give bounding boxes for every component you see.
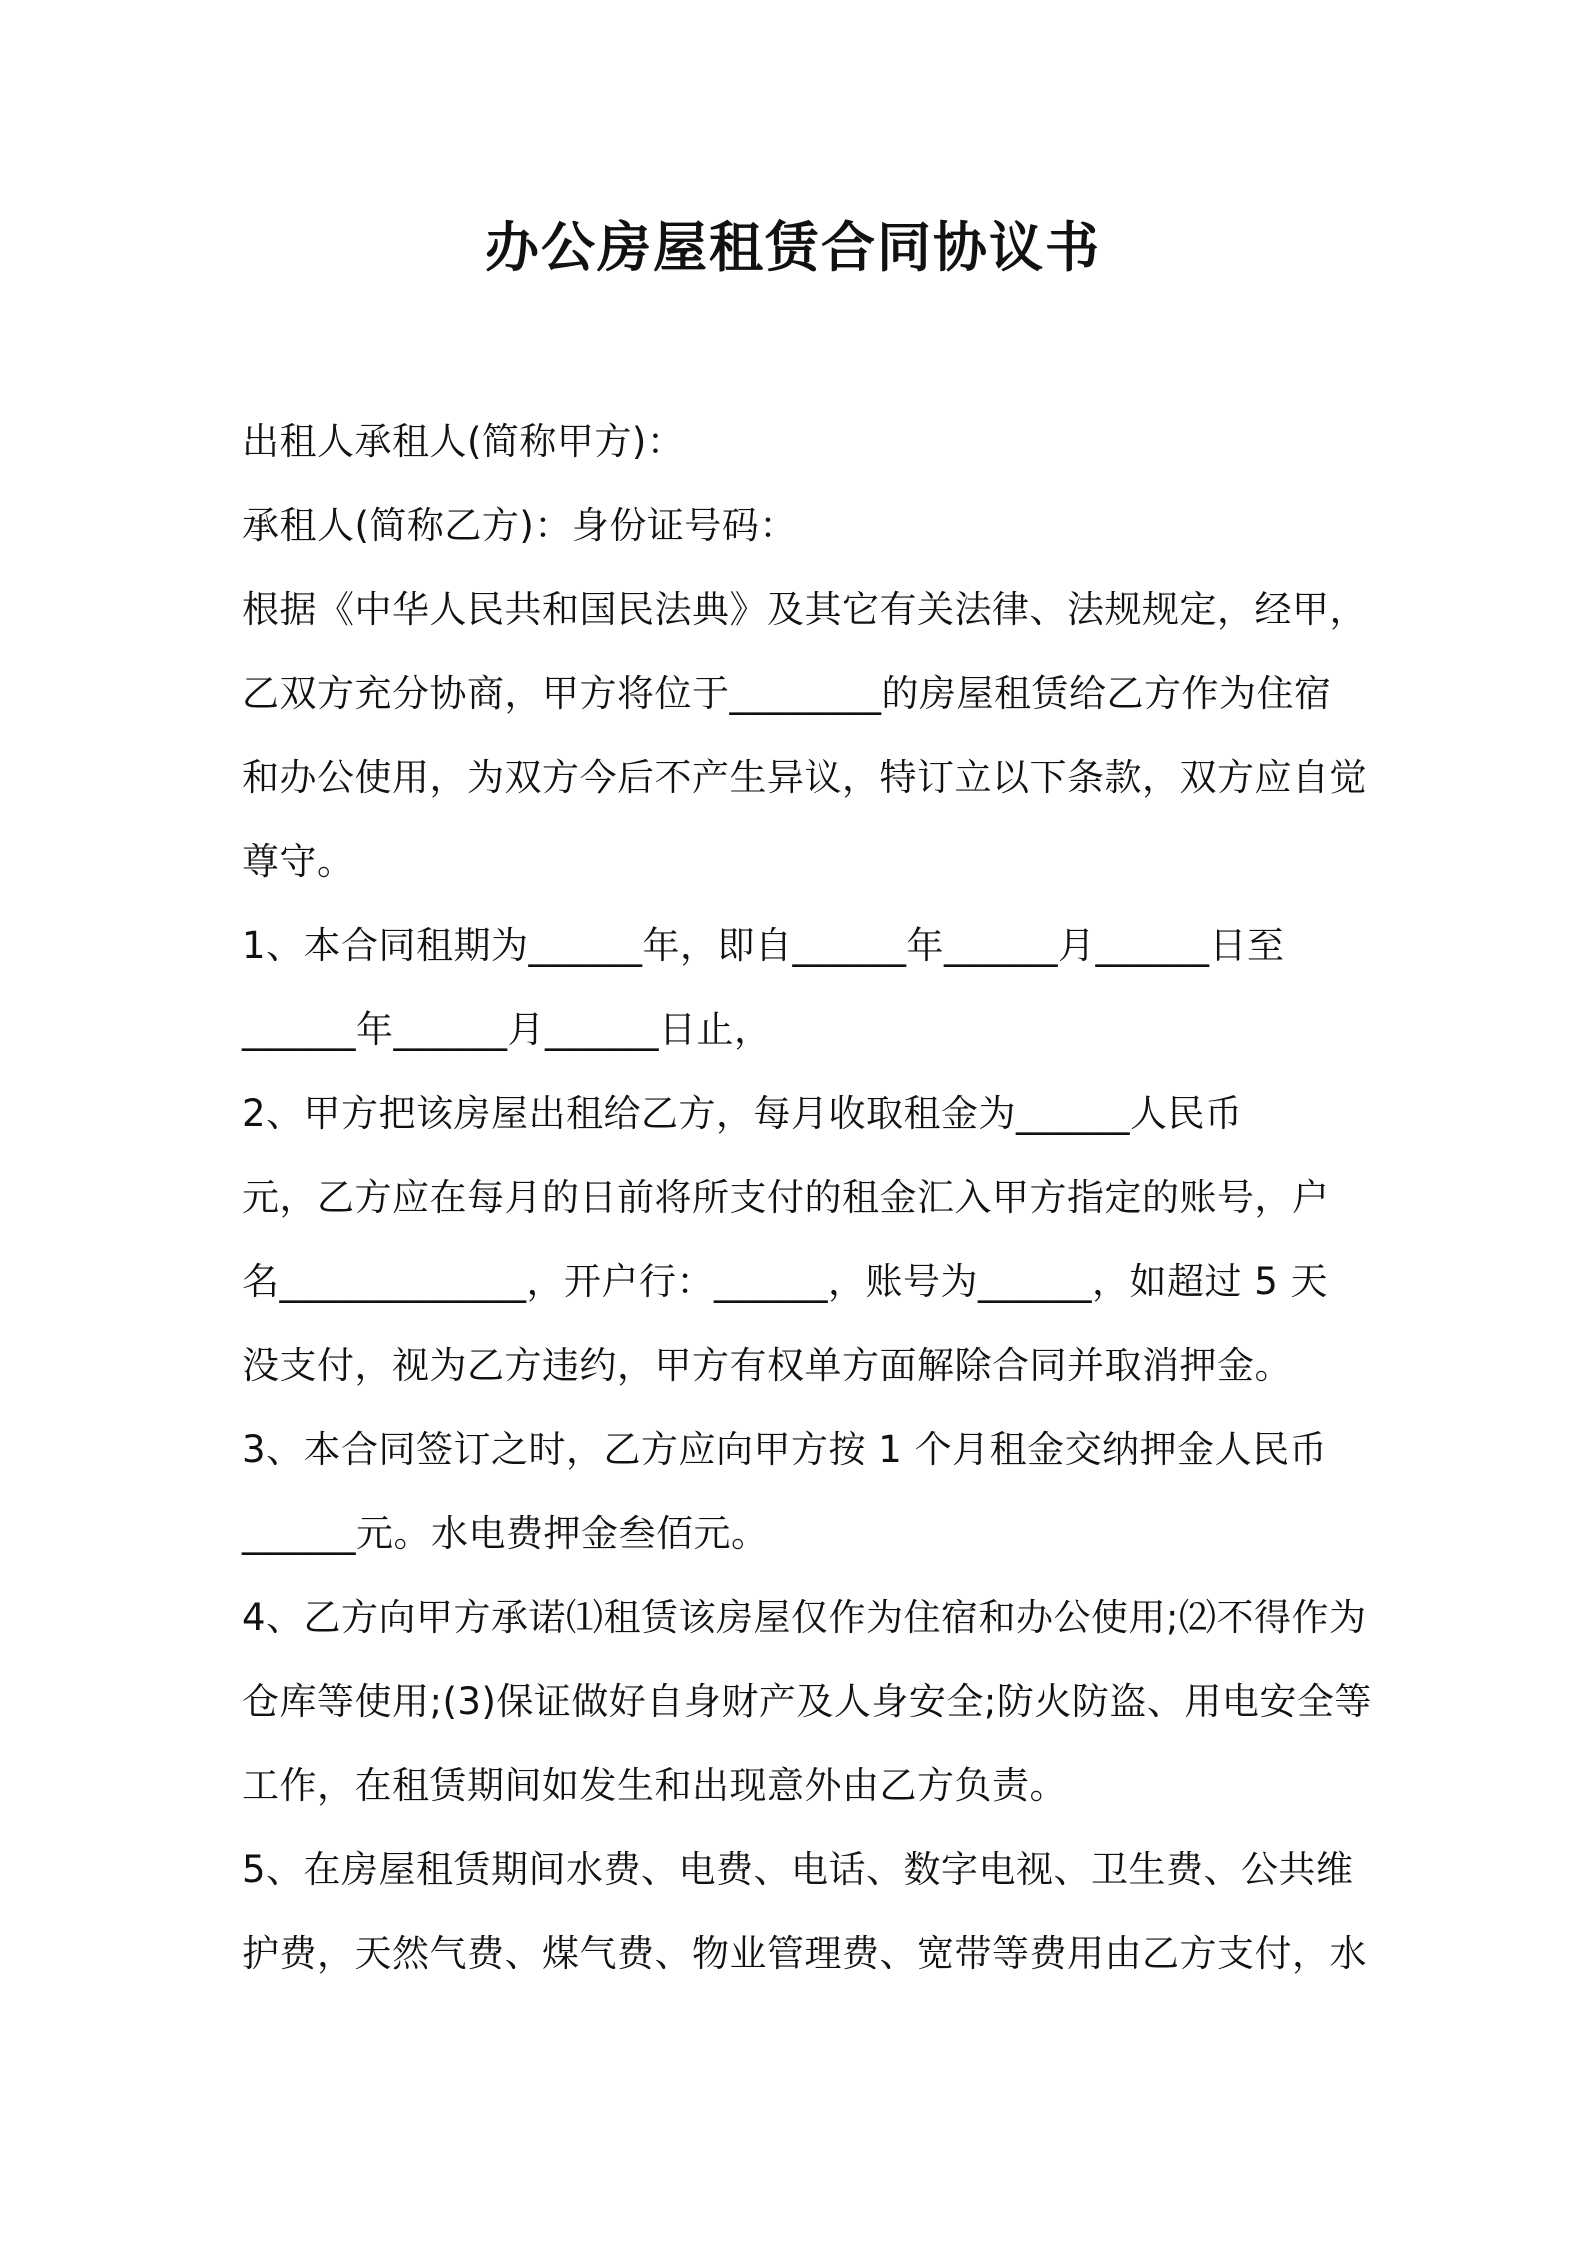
text-line-preamble-1: 根据《中华人民共和国民法典》及其它有关法律、法规规定，经甲，: [242, 588, 1367, 631]
text-line-clause-4b: 仓库等使用;(3)保证做好自身财产及人身安全;防火防盗、用电安全等: [242, 1680, 1372, 1723]
text-line-clause-3b: ______元。水电费押金叁佰元。: [242, 1512, 769, 1555]
text-line-clause-2c: 名_____________，开户行：______，账号为______，如超过 5 天: [242, 1260, 1329, 1303]
text-line-lessee: 承租人(简称乙方)：身份证号码：: [242, 504, 797, 547]
text-line-clause-4c: 工作，在租赁期间如发生和出现意外由乙方负责。: [242, 1764, 1067, 1807]
text-line-lessor: 出租人承租人(简称甲方)：: [242, 420, 685, 463]
text-line-clause-5a: 5、在房屋租赁期间水费、电费、电话、数字电视、卫生费、公共维: [242, 1848, 1354, 1891]
text-line-preamble-2: 乙双方充分协商，甲方将位于________的房屋租赁给乙方作为住宿: [242, 672, 1332, 715]
text-line-clause-1a: 1、本合同租期为______年，即自______年______月______日至: [242, 924, 1285, 967]
text-line-clause-2b: 元，乙方应在每月的日前将所支付的租金汇入甲方指定的账号，户: [242, 1176, 1330, 1219]
text-line-clause-3a: 3、本合同签订之时，乙方应向甲方按 1 个月租金交纳押金人民币: [242, 1428, 1328, 1471]
text-line-clause-2a: 2、甲方把该房屋出租给乙方，每月收取租金为______人民币: [242, 1092, 1243, 1135]
text-line-clause-4a: 4、乙方向甲方承诺⑴租赁该房屋仅作为住宿和办公使用;⑵不得作为: [242, 1596, 1367, 1639]
text-line-clause-5b: 护费，天然气费、煤气费、物业管理费、宽带等费用由乙方支付，水: [242, 1932, 1367, 1975]
text-line-clause-1b: ______年______月______日止，: [242, 1008, 772, 1051]
contract-body: [242, 400, 1372, 1996]
document-title: 办公房屋租赁合同协议书: [485, 216, 1101, 279]
text-line-preamble-4: 尊守。: [242, 840, 355, 883]
text-line-clause-2d: 没支付，视为乙方违约，甲方有权单方面解除合同并取消押金。: [242, 1344, 1292, 1387]
text-line-preamble-3: 和办公使用，为双方今后不产生异议，特订立以下条款，双方应自觉: [242, 756, 1367, 799]
